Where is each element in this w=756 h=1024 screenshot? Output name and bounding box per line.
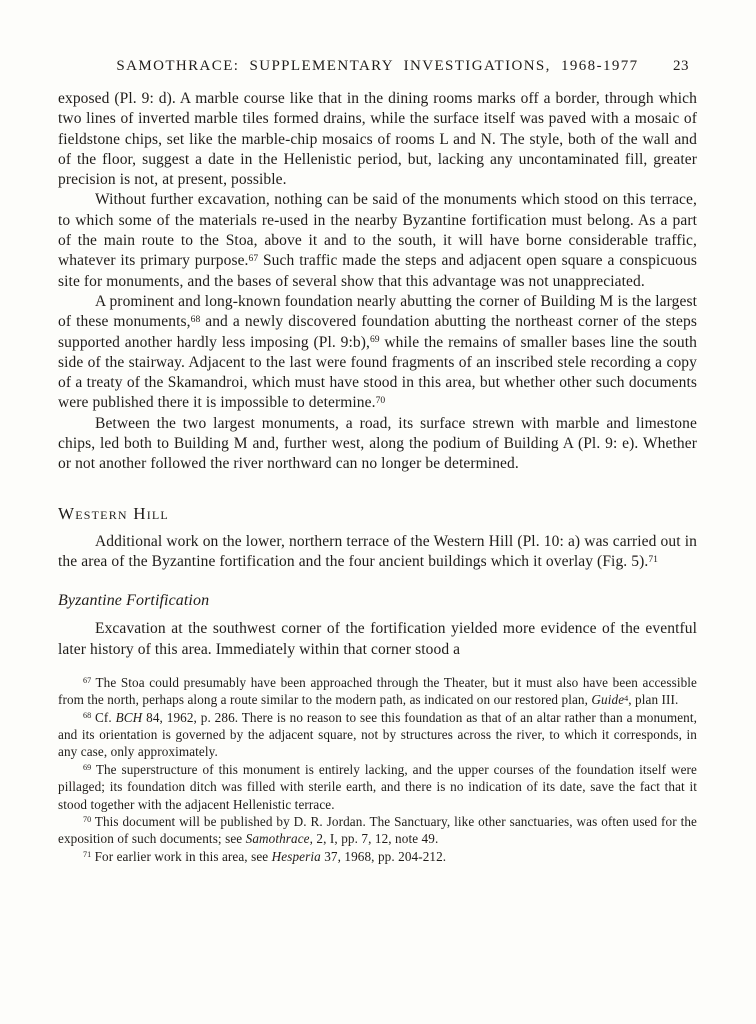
text-segment: 37, 1968, pp. 204-212. <box>320 848 447 864</box>
running-header <box>58 57 697 76</box>
section-heading-western-hill: Western Hill <box>58 503 169 523</box>
italic-text: Samothrace <box>245 831 310 847</box>
paragraph <box>58 619 697 660</box>
page-number: 23 <box>673 58 689 74</box>
text-segment: The Stoa could presumably have been approached through the Theater, but it must also have been accessible from the north, perhaps along a route similar to the modern path, as indicated on our restored plan, <box>58 674 697 708</box>
paragraph <box>58 414 697 475</box>
paragraph <box>58 532 697 573</box>
paragraph <box>58 190 697 291</box>
italic-text: Hesperia <box>271 848 321 864</box>
footnote <box>58 761 697 813</box>
text-segment: Without further excavation, nothing can be said of the monuments which stood on this terrace, to which some of the materials re-used in the nearby Byzantine fortification must belong. As a part of the main route to the Stoa, above it and to the south, it will have borne considerable traffic, whatever its primary purpose. <box>58 191 697 270</box>
footnote-marker: 68 <box>190 313 201 325</box>
footnote-marker: 71 <box>83 850 92 860</box>
footnote-marker: 67 <box>248 253 259 265</box>
text-segment: The superstructure of this monument is entirely lacking, and the upper courses of the foundation itself were pillaged; its foundation ditch was filled with sterile earth, and there is no indication of its date, save the fact that it stood together with the adjacent Hellenistic terrace. <box>58 761 697 812</box>
footnote-marker: 4 <box>624 693 629 703</box>
footnote <box>58 709 697 761</box>
text-segment: This document will be published by D. R. Jordan. The Sanctuary, like other sanctuaries, was often used for the exposition of such documents; see <box>58 814 697 847</box>
text-segment: , 2, I, pp. 7, 12, note 49. <box>309 831 439 847</box>
text-segment: A prominent and long-known foundation nearly abutting the corner of Building M is the largest of these monuments, <box>58 292 697 331</box>
footnote-marker: 70 <box>375 395 386 407</box>
text-segment: Excavation at the southwest corner of the fortification yielded more evidence of the eventful later history of this area. Immediately within that corner stood a <box>58 620 697 658</box>
footnote <box>58 848 697 865</box>
footnote <box>58 674 697 709</box>
footnote-marker: 69 <box>83 763 92 773</box>
text-segment: and a newly discovered foundation abutting the northeast corner of the steps supported another hardly less imposing (Pl. 9:b), <box>58 313 697 351</box>
footnote-marker: 70 <box>83 815 92 825</box>
running-title: SAMOTHRACE: SUPPLEMENTARY INVESTIGATIONS, 1968-1977 <box>116 58 639 74</box>
text-segment: For earlier work in this area, see <box>91 848 272 864</box>
text-segment: exposed (Pl. 9: d). A marble course like that in the dining rooms marks off a border, through which two lines of inverted marble tiles formed drains, while the surface itself was paved with a mosaic of fieldstone chips, set like the marble-chip mosaics of rooms L and N. The style, both of the wall and of the floor, suggest a date in the Hellenistic period, but, lacking any uncontaminated fill, greater precision is not, at present, possible. <box>58 90 697 189</box>
text-segment: while the remains of smaller bases line the south side of the stairway. Adjacent to the last were found fragments of an inscribed stele recording a copy of a treaty of the Skamandroi, which must have stood in this area, but whether other such documents were published there it is impossible to determine. <box>58 333 697 412</box>
text-segment: Between the two largest monuments, a road, its surface strewn with marble and limestone chips, led both to Building M and, further west, along the podium of Building A (Pl. 9: e). Whether or not another followed the river northward can no longer be determined. <box>58 414 697 473</box>
text-segment: Such traffic made the steps and adjacent open square a conspicuous site for monuments, and the bases of several show that this advantage was not unappreciated. <box>58 252 698 290</box>
body-text <box>58 89 697 865</box>
subsection-heading-byzantine-fortification: Byzantine Fortification <box>58 592 210 610</box>
footnote-marker: 68 <box>83 710 92 720</box>
paragraph-continuation <box>58 89 697 190</box>
text-segment: Cf. <box>91 709 116 725</box>
text-segment: Additional work on the lower, northern terrace of the Western Hill (Pl. 10: a) was carried out in the area of the Byzantine fortification and the four ancient buildings which it overlay (Fig. 5). <box>58 532 697 570</box>
paragraph <box>58 292 697 414</box>
footnote-marker: 69 <box>369 334 380 346</box>
italic-text: Guide <box>591 692 625 708</box>
italic-text: BCH <box>115 709 143 725</box>
footnote-marker: 71 <box>648 553 658 565</box>
footnote-marker: 67 <box>83 676 92 686</box>
text-segment: , plan III. <box>628 692 679 708</box>
text-segment: 84, 1962, p. 286. There is no reason to see this foundation as that of an altar rather than a monument, and its orientation is governed by the adjacent square, not by structures across the river, to which it corresponds, in any case, only approximately. <box>58 709 697 760</box>
footnote <box>58 813 697 848</box>
footnotes-block <box>58 674 697 865</box>
